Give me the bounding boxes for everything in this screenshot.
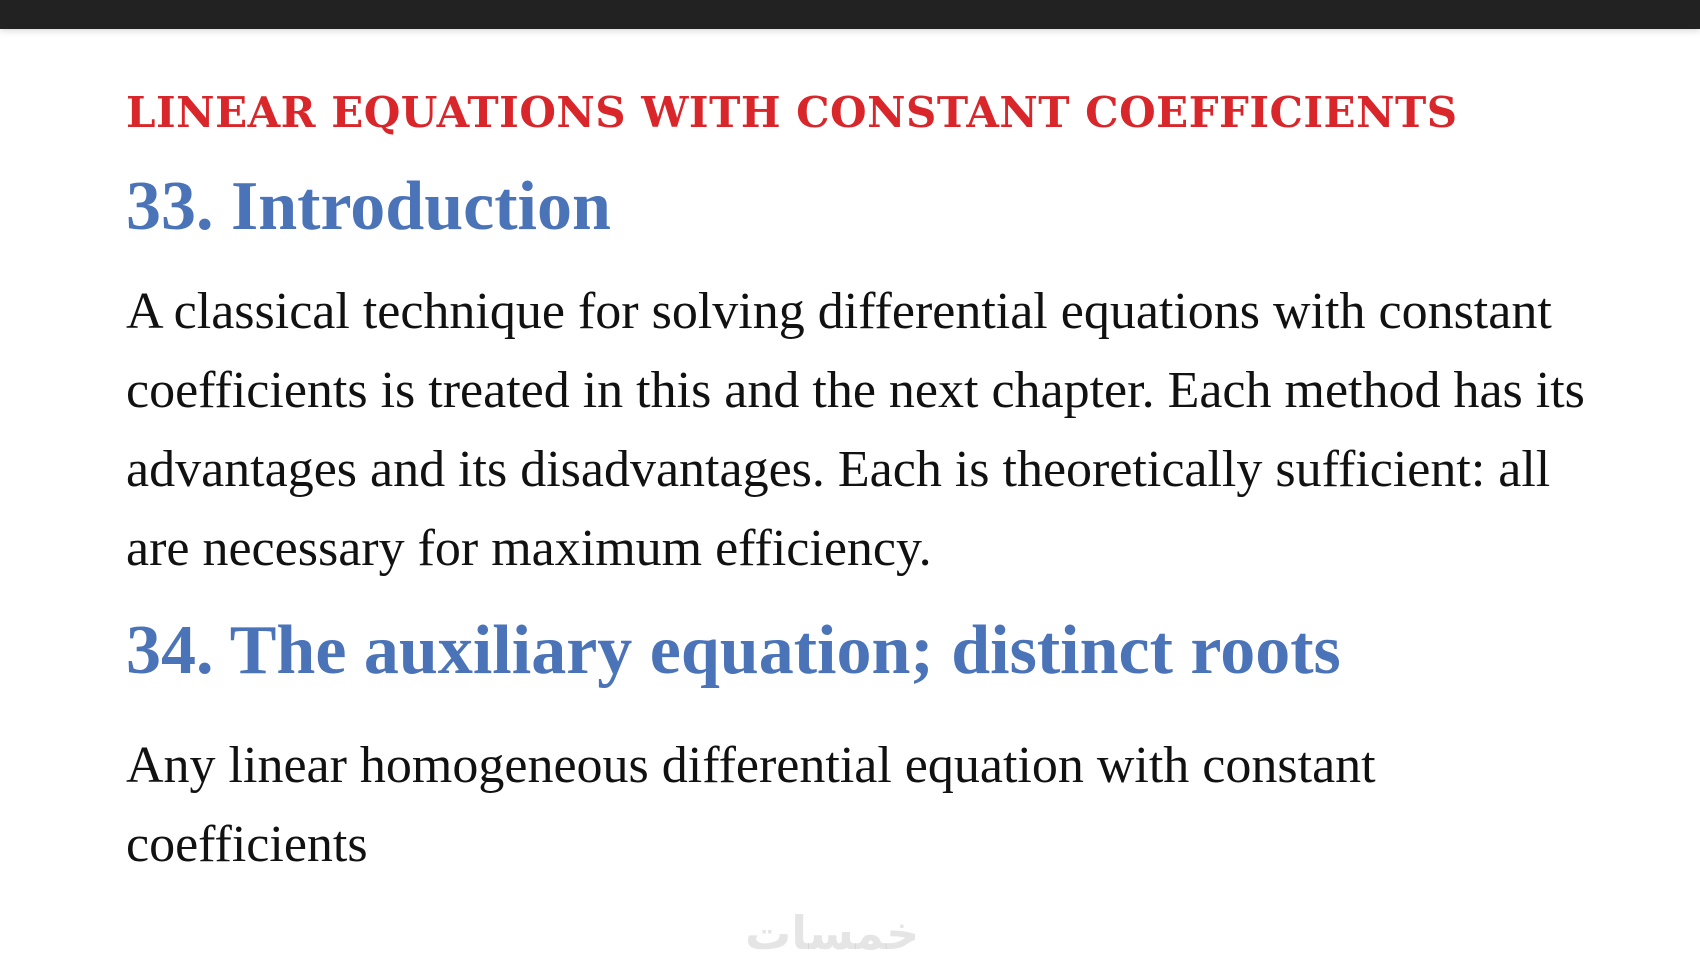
section-heading-34: 34. The auxiliary equation; distinct roots xyxy=(126,612,1341,689)
top-bar xyxy=(0,0,1700,29)
section-heading-33: 33. Introduction xyxy=(126,168,611,245)
section-paragraph-33: A classical technique for solving differential equations with constant coefficients is treated in this and the next chapter. Each method has its advantages and its disadvantages. Each is theoretically sufficient: all are necessary for maximum efficiency. xyxy=(126,283,1585,577)
watermark-logo: خمسات xyxy=(745,906,920,960)
chapter-title: LINEAR EQUATIONS WITH CONSTANT COEFFICIENTS xyxy=(126,88,1458,137)
document-content xyxy=(126,78,1606,884)
section-paragraph-34: Any linear homogeneous differential equation with constant coefficients xyxy=(126,737,1376,873)
